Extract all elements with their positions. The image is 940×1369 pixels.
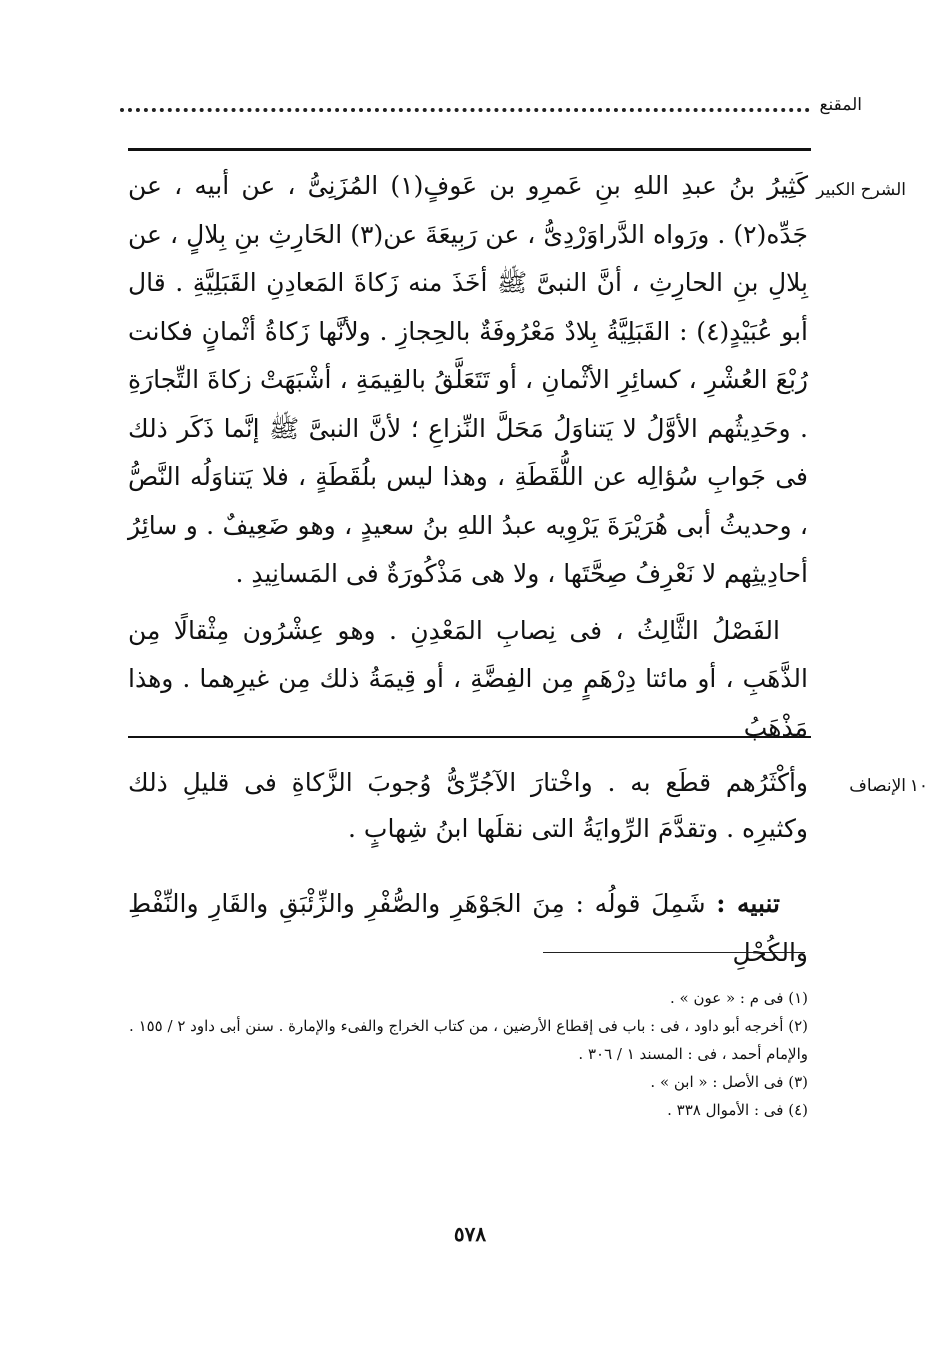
footnote-1: (١) فى م : « عون » . — [669, 989, 808, 1007]
sharh-paragraph-2: الفَصْلُ الثَّالِثُ ، فى نِصابِ المَعْدِنِ . وهو عِشْرُون مِثْقالًا مِن الذَّهَبِ ، أو مائتا دِرْهَمٍ مِن الفِضَّةِ ، أو قِيمَةُ ذلك مِن غيرِهما . وهذا مَذْهَبُ — [128, 615, 808, 742]
sharh-paragraph-1: كَثِيرُ بنُ عبدِ اللهِ بنِ عَمرِو بن عَوفٍ(١) المُزَنِىُّ ، عن أبيه ، عن جَدِّه(٢) . ورَواه الدَّراوَرْدِىُّ ، عن رَبِيعَةَ عن(٣) الحَارِثِ بنِ بِلالٍ ، عن بِلالِ بنِ الحارِثِ ، أنَّ النبىَّ ﷺ أخَذَ منه زَكاةَ المَعادِنِ القَبَلِيَّةِ . قال أبو عُبَيْدٍ(٤) : القَبَلِيَّةُ بِلادٌ مَعْرُوفَةٌ بالحِجازِ . ولأنَّها زَكاةُ أثْمانٍ فكانت رُبْعَ العُشْرِ ، كسائِرِ الأثْمانِ ، أو تَتَعَلَّقُ بالقِيمَةِ ، أشْبَهَتْ زكاةَ التِّجارَةِ . وحَدِيثُهم الأوَّلُ لا يَتناوَلُ مَحَلَّ النِّزاعِ ؛ لأنَّ النبىَّ ﷺ إنَّما ذَكَر ذلك فى جَوابِ سُؤالِه عن اللُّقَطَةِ ، وهذا ليس بلُقَطَةٍ ، فلا يَتناوَلُه النَّصُّ ، وحديثُ أبى هُرَيْرَةَ يَرْوِيه عبدُ اللهِ بنُ سعيدٍ ، وهو ضَعِيفٌ . و سائِرُ أحادِيثِهم لا نَعْرِفُ صِحَّتَها ، ولا هى مَذْكُورَةٌ فى المَسانِيدِ . — [128, 171, 808, 588]
footnote-4: (٤) فى : الأموال ٣٣٨ . — [667, 1101, 808, 1119]
tanbih-block — [128, 880, 808, 977]
sharh-text-block — [128, 162, 808, 752]
footnote-3: (٣) فى الأصل : « ابن » . — [650, 1073, 808, 1091]
dotted-divider — [120, 108, 810, 112]
footnote-separator — [543, 952, 805, 953]
insaf-line-number: ١٠ — [909, 776, 928, 796]
insaf-text-block — [128, 760, 808, 852]
section-divider — [128, 736, 811, 738]
footnote-2: (٢) أخرجه أبو داود ، فى : باب فى إقطاع الأرضين ، من كتاب الخراج والفىء والإمارة . سنن أبى داود ٢ / ١٥٥ . والإمام أحمد ، فى : المسند ١ / ٣٠٦ . — [129, 1017, 808, 1063]
header-rule — [128, 148, 811, 151]
insaf-side-label: الإنصاف — [849, 776, 906, 796]
footnotes — [128, 984, 808, 1124]
insaf-paragraph: وأكْثَرُهم قطَع به . واخْتارَ الآجُرِّىُّ وُجوبَ الزَّكاةِ فى قليلِ ذلك وكثيرِه . وتقدَّمَ الرِّوايَةُ التى نقلَها ابنُ شِهابٍ . — [128, 768, 808, 843]
tanbih-paragraph — [128, 880, 808, 977]
sharh-side-label: الشرح الكبير — [816, 180, 906, 200]
tanbih-text: شَمِلَ قولُه : مِنَ الجَوْهَرِ والصُّفْرِ والزِّئْبَقِ والقَارِ والنِّفْطِ والكُحْلِ — [128, 889, 808, 967]
book-title-header: المقنع — [819, 95, 862, 115]
tanbih-label: تنبيه : — [716, 889, 780, 918]
page-number: ٥٧٨ — [453, 1222, 487, 1246]
